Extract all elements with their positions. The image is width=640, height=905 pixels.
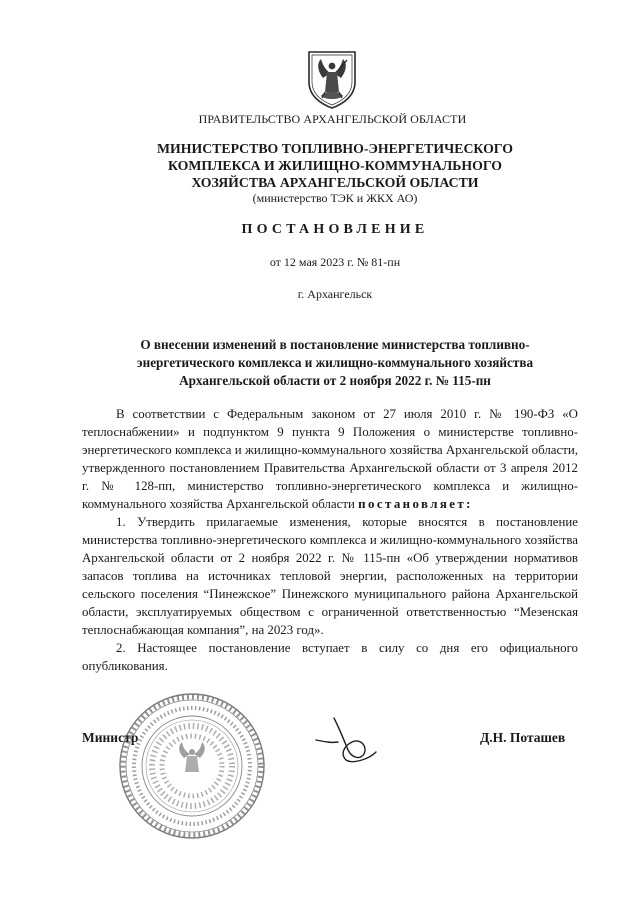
decree-word: постановляет: [358, 497, 467, 511]
official-seal-icon: [116, 690, 268, 842]
document-type: ПОСТАНОВЛЕНИЕ: [241, 222, 429, 237]
subject-line: О внесении изменений в постановление министерства топливно-: [140, 337, 530, 352]
signer-position: Министр: [82, 730, 139, 745]
ministry-line: МИНИСТЕРСТВО ТОПЛИВНО-ЭНЕРГЕТИЧЕСКОГО: [157, 141, 513, 156]
preamble-paragraph: [82, 405, 578, 513]
ministry-line: ХОЗЯЙСТВА АРХАНГЕЛЬСКОЙ ОБЛАСТИ: [191, 175, 479, 190]
item-1-paragraph: 1. Утвердить прилагаемые изменения, которые вносятся в постановление министерства топливно-энергетического комплекса и жилищно-коммунального хозяйства Архангельской области от 2 ноября 2022 г. № 115-пн «Об утверждении нормативов запасов топлива на источниках тепловой энергии, расположенных на территории сельского поселения “Пинежское” Пинежского муниципального района Архангельской области, эксплуатируемых обществом с ограниченной ответственностью “Мезенская теплоснабжающая компания”, на 2023 год».: [82, 515, 578, 637]
ministry-name: [0, 140, 640, 191]
document-body: [82, 405, 578, 675]
item-2-paragraph: 2. Настоящее постановление вступает в силу со дня его официального опубликования.: [82, 641, 578, 673]
signer-name: Д.Н. Поташев: [480, 730, 566, 745]
subject-line: энергетического комплекса и жилищно-коммунального хозяйства: [136, 355, 534, 370]
preamble-text: В соответствии с Федеральным законом от 27 июля 2010 г. № 190-ФЗ «О теплоснабжении» и подпунктом 9 пункта 9 Положения о министерстве топливно-энергетического комплекса и жилищно-коммунального хозяйства Архангельской области, утвержденного постановлением Правительства Архангельской области от 3 апреля 2012 г. № 128-пп, министерство топливно-энергетического комплекса и жилищно-коммунального хозяйства Архангельской области: [82, 407, 578, 511]
handwritten-signature-icon: [312, 712, 382, 764]
document-date-number: от 12 мая 2023 г. № 81-пн: [269, 255, 401, 269]
government-name: ПРАВИТЕЛЬСТВО АРХАНГЕЛЬСКОЙ ОБЛАСТИ: [198, 112, 467, 126]
document-city: г. Архангельск: [297, 287, 373, 301]
document-subject: [0, 336, 640, 390]
ministry-line: КОМПЛЕКСА И ЖИЛИЩНО-КОММУНАЛЬНОГО: [167, 158, 503, 173]
ministry-short-name: (министерство ТЭК и ЖКХ АО): [252, 191, 418, 205]
subject-line: Архангельской области от 2 ноября 2022 г. № 115-пн: [179, 373, 491, 388]
archangel-coat-of-arms-icon: [303, 48, 361, 110]
decree-colon: :: [466, 497, 471, 511]
